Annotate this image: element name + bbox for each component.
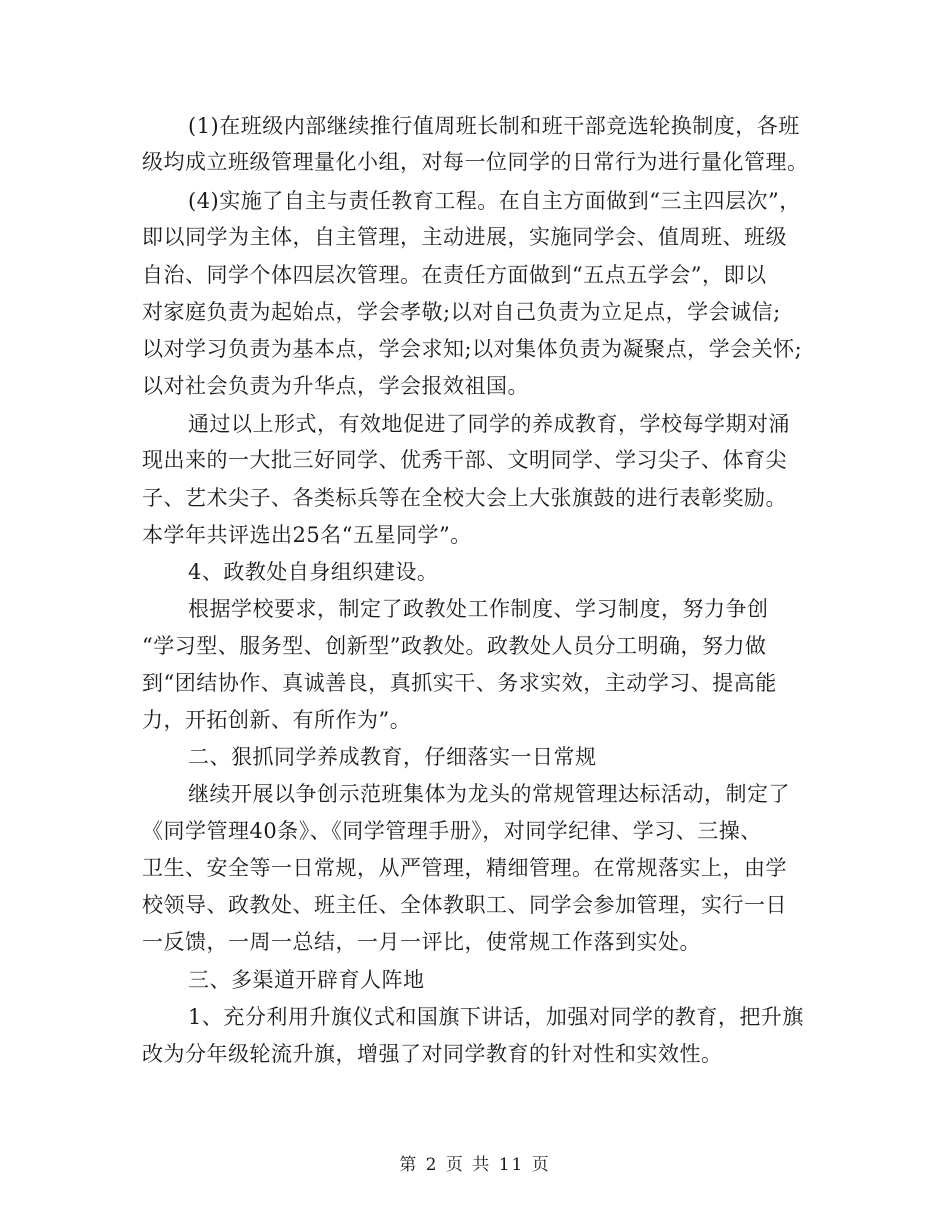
text-line: 即以同学为主体，自主管理，主动进展，实施同学会、值周班、班级	[142, 225, 787, 249]
text-line: 校领导、政教处、班主任、全体教职工、同学会参加管理，实行一日	[142, 893, 787, 917]
text-line: 根据学校要求，制定了政教处工作制度、学习制度，努力争创	[188, 597, 769, 621]
text-line: 力，开拓创新、有所作为”。	[142, 708, 412, 732]
text-line: 一反馈，一周一总结，一月一评比，使常规工作落到实处。	[142, 930, 701, 954]
text-line: 通过以上形式，有效地促进了同学的养成教育，学校每学期对涌	[188, 412, 790, 436]
text-line: (1)在班级内部继续推行值周班长制和班干部竞选轮换制度，各班	[188, 114, 800, 138]
text-line: 现出来的一大批三好同学、优秀干部、文明同学、学习尖子、体育尖	[142, 448, 787, 472]
section-heading: 4、政教处自身组织建设。	[188, 560, 439, 584]
text-line: 以对学习负责为基本点，学会求知;以对集体负责为凝聚点，学会关怀;	[142, 337, 803, 361]
text-line: 子、艺术尖子、各类标兵等在全校大会上大张旗鼓的进行表彰奖励。	[142, 486, 787, 510]
text-line: 《同学管理40条》、《同学管理手册》，对同学纪律、学习、三操、	[142, 819, 762, 843]
text-line: 以对社会负责为升华点，学会报效祖国。	[142, 374, 529, 398]
page-indicator: 第 2 页 共 11 页	[399, 1155, 551, 1175]
text-line: 本学年共评选出25名“五星同学”。	[142, 523, 472, 547]
text-line: 对家庭负责为起始点，学会孝敬;以对自己负责为立足点，学会诚信;	[142, 300, 781, 324]
text-line: 自治、同学个体四层次管理。在责任方面做到“五点五学会”，即以	[142, 263, 767, 287]
text-line: 级均成立班级管理量化小组，对每一位同学的日常行为进行量化管理。	[142, 150, 809, 174]
text-line: “学习型、服务型、创新型”政教处。政教处人员分工明确，努力做	[142, 634, 767, 658]
section-heading: 三、多渠道开辟育人阵地	[188, 968, 425, 992]
section-heading: 二、狠抓同学养成教育，仔细落实一日常规	[188, 745, 597, 769]
text-line: 卫生、安全等一日常规，从严管理，精细管理。在常规落实上，由学	[142, 856, 787, 880]
text-line: 继续开展以争创示范班集体为龙头的常规管理达标活动，制定了	[188, 782, 790, 806]
text-line: 改为分年级轮流升旗，增强了对同学教育的针对性和实效性。	[142, 1042, 723, 1066]
text-line: (4)实施了自主与责任教育工程。在自主方面做到“三主四层次”，	[188, 189, 801, 213]
text-line: 到“团结协作、真诚善良，真抓实干、务求实效，主动学习、提高能	[142, 671, 777, 695]
text-line: 1、充分利用升旗仪式和国旗下讲话，加强对同学的教育，把升旗	[188, 1005, 804, 1029]
